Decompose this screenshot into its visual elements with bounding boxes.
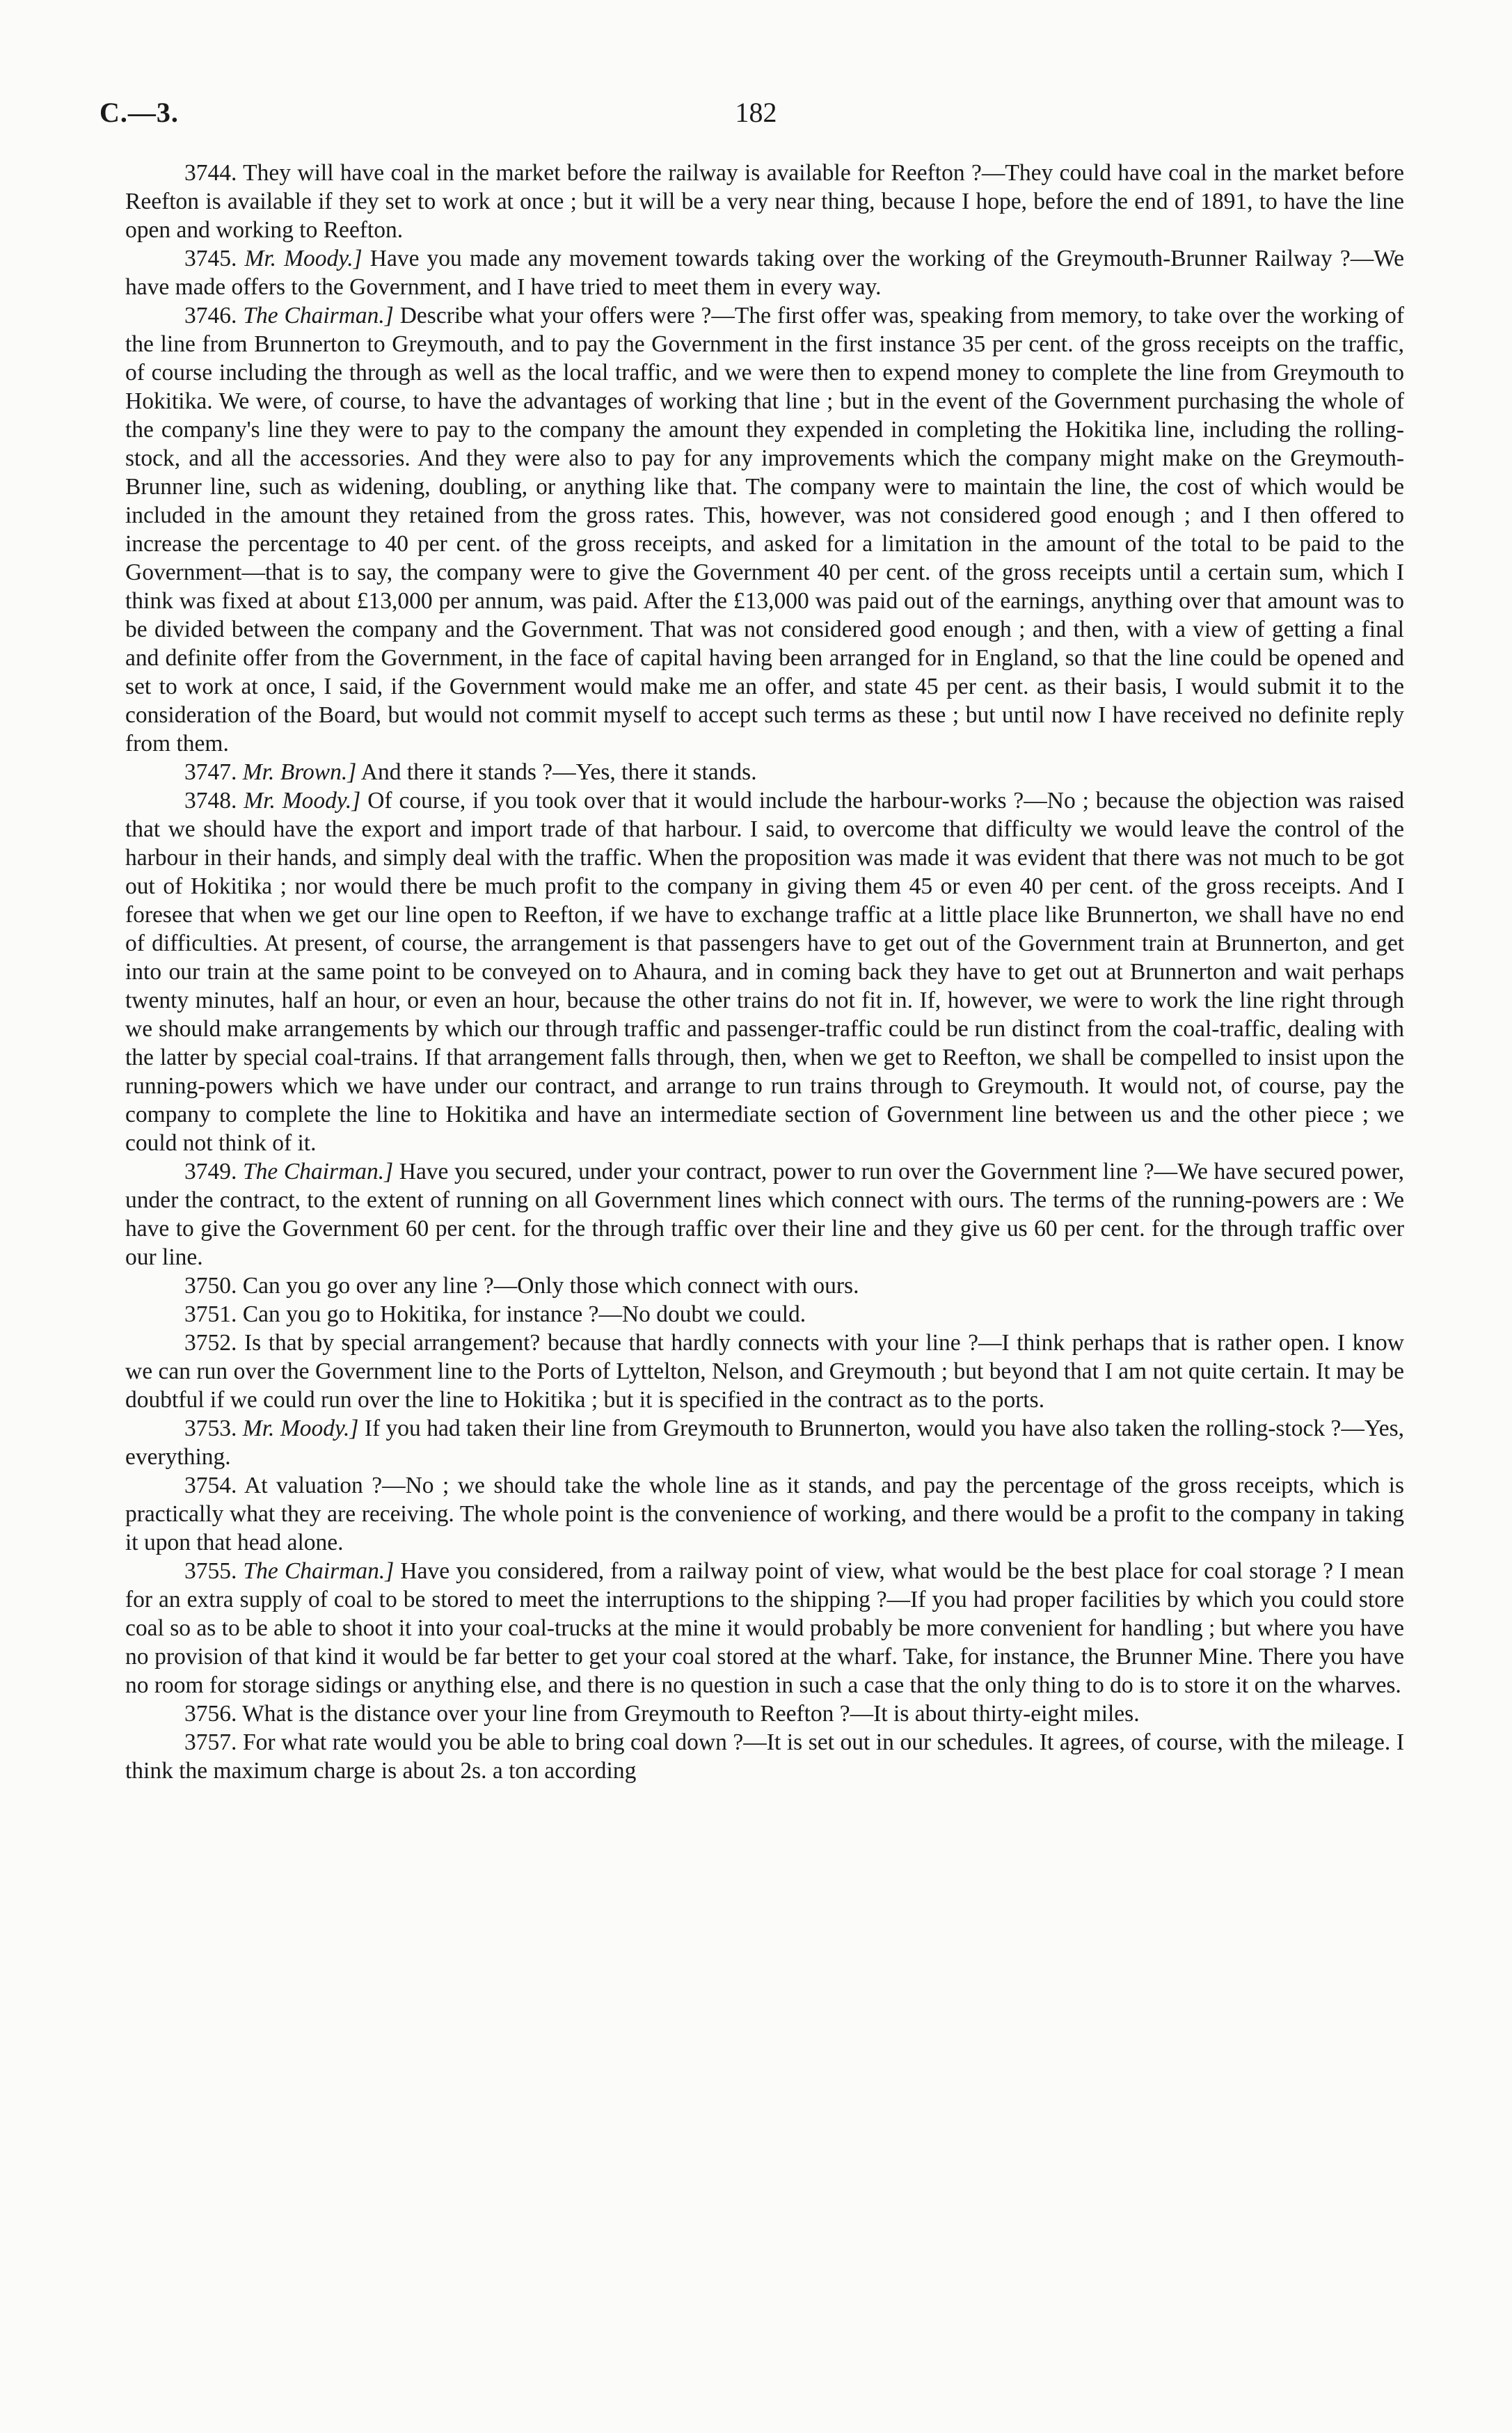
speaker-label: Mr. Moody.]: [242, 1416, 359, 1441]
paragraph-text: Have you made any movement towards taking over the working of the Greymouth-Brunner Railway ?—We have made offers to the Government, and I have tried to meet them in every way.: [125, 246, 1404, 300]
question-number: 3748.: [184, 788, 244, 814]
page-header: [0, 96, 1512, 138]
page-number: 182: [735, 97, 777, 128]
paragraph-3756: 3756. What is the distance over your line from Greymouth to Reefton ?—It is about thirty-eight miles.: [184, 1701, 1140, 1727]
speaker-label: The Chairman.]: [242, 1159, 394, 1184]
paragraph-3752: 3752. Is that by special arrangement? because that hardly connects with your line ?—I think perhaps that is rather open. I know we can run over the Government line to the Ports of Lyttelton, Nelson, and Greymouth ; but beyond that I am not quite certain. It may be doubtful if we could run over the line to Hokitika ; but it is specified in the contract as to the ports.: [125, 1330, 1404, 1413]
speaker-label: The Chairman.]: [243, 303, 394, 328]
paragraph-3745: [125, 244, 1404, 301]
document-body: [125, 159, 1404, 1785]
paragraph-3747: [125, 758, 1404, 786]
question-number: 3749.: [184, 1159, 243, 1184]
paragraph-text: If you had taken their line from Greymouth to Brunnerton, would you have also taken the rolling-stock ?—Yes, everything.: [125, 1416, 1404, 1470]
paragraph-text: Of course, if you took over that it would include the harbour-works ?—No ; because the objection was raised that we should have the export and import trade of that harbour. I said, to overcome that difficulty we would leave the control of the harbour in their hands, and simply deal with the traffic. When the proposition was made it was evident that there was not much to be got out of Hokitika ; nor would there be much profit to the company in giving them 45 or even 40 per cent. of the gross receipts. And I foresee that when we get our line open to Reefton, if we have to exchange traffic at a little place like Brunnerton, we shall have no end of difficulties. At present, of course, the arrangement is that passengers have to get out of the Government train at Brunnerton, and get into our train at the same point to be conveyed on to Ahaura, and in coming back they have to get out at Brunnerton and wait perhaps twenty minutes, half an hour, or even an hour, because the other trains do not fit in. If, however, we were to work the line right through we should make arrangements by which our through traffic and passenger-traffic could be run distinct from the coal-traffic, dealing with the latter by special coal-trains. If that arrangement falls through, then, when we get to Reefton, we shall be compelled to insist upon the running-powers which we have under our contract, and arrange to run trains through to Greymouth. It would not, of course, pay the company to complete the line to Hokitika and have an intermediate section of Government line between us and the other piece ; we could not think of it.: [125, 788, 1404, 1156]
question-number: 3746.: [184, 303, 244, 328]
paragraph-3753: [125, 1414, 1404, 1471]
paragraph-text: Describe what your offers were ?—The first offer was, speaking from memory, to take over the working of the line from Brunnerton to Greymouth, and to pay the Government in the first instance 35 per cent. of the gross receipts on the traffic, of course including the through as well as the local traffic, and we were then to expend money to complete the line from Greymouth to Hokitika. We were, of course, to have the advantages of working that line ; but in the event of the Government purchasing the whole of the company's line they were to pay to the company the amount they expended in completing the Hokitika line, including the rolling-stock, and all the accessories. And they were also to pay for any improvements which the company might make on the Greymouth-Brunner line, such as widening, doubling, or anything like that. The company were to maintain the line, the cost of which would be included in the amount they retained from the gross rates. This, however, was not considered good enough ; and I then offered to increase the percentage to 40 per cent. of the gross receipts, and asked for a limitation in the amount of the total to be paid to the Government—that is to say, the company were to give the Government 40 per cent. of the gross receipts until a certain sum, which I think was fixed at about £13,000 per annum, was paid. After the £13,000 was paid out of the earnings, anything over that amount was to be divided between the company and the Government. That was not considered good enough ; and then, with a view of getting a final and definite offer from the Government, in the face of capital having been arranged for in England, so that the line could be opened and set to work at once, I said, if the Government would make me an offer, and state 45 per cent. as their basis, I would submit it to the consideration of the Board, but would not commit myself to accept such terms as these ; but until now I have received no definite reply from them.: [125, 303, 1405, 756]
paragraph-3744: 3744. They will have coal in the market before the railway is available for Reefton ?—They could have coal in the market before Reefton is available if they set to work at once ; but it will be a very near thing, because I hope, before the end of 1891, to have the line open and working to Reefton.: [125, 160, 1404, 243]
paragraph-3749: [125, 1157, 1404, 1271]
question-number: 3753.: [184, 1416, 243, 1441]
paragraph-3746: [125, 301, 1404, 758]
speaker-label: Mr. Moody.]: [244, 246, 363, 271]
speaker-label: The Chairman.]: [243, 1558, 395, 1584]
paragraph-3754: 3754. At valuation ?—No ; we should take the whole line as it stands, and pay the percentage of the gross receipts, which is practically what they are receiving. The whole point is the convenience of working, and there would be a profit to the company in taking it upon that head alone.: [125, 1473, 1404, 1555]
paragraph-text: And there it stands ?—Yes, there it stands.: [356, 759, 757, 785]
paragraph-3755: [125, 1557, 1404, 1699]
paragraph-text: Have you secured, under your contract, power to run over the Government line ?—We have secured power, under the contract, to the extent of running on all Government lines which connect with ours. The terms of the running-powers are : We have to give the Government 60 per cent. for the through traffic over their line and they give us 60 per cent. for the through traffic over our line.: [125, 1159, 1404, 1270]
question-number: 3745.: [184, 246, 245, 271]
question-number: 3747.: [184, 759, 243, 785]
paragraph-3750: 3750. Can you go over any line ?—Only those which connect with ours.: [184, 1273, 859, 1299]
document-id: C.—3.: [100, 97, 179, 128]
paragraph-3757: 3757. For what rate would you be able to bring coal down ?—It is set out in our schedules. It agrees, of course, with the mileage. I think the maximum charge is about 2s. a ton according: [125, 1729, 1404, 1784]
question-number: 3755.: [184, 1558, 244, 1584]
paragraph-text: Have you considered, from a railway point of view, what would be the best place for coal storage ? I mean for an extra supply of coal to be stored to meet the interruptions to the shipping ?—If you had proper facilities by which you could store coal so as to be able to shoot it into your coal-trucks at the mine it would probably be more convenient for handling ; but where you have no provision of that kind it would be far better to get your coal stored at the wharf. Take, for instance, the Brunner Mine. There you have no room for storage sidings or anything else, and there is no question in such a case that the only thing to do is to store it on the wharves.: [125, 1558, 1404, 1698]
speaker-label: Mr. Moody.]: [244, 788, 361, 814]
speaker-label: Mr. Brown.]: [242, 759, 357, 785]
paragraph-3751: 3751. Can you go to Hokitika, for instance ?—No doubt we could.: [184, 1301, 806, 1327]
paragraph-3748: [125, 786, 1404, 1157]
